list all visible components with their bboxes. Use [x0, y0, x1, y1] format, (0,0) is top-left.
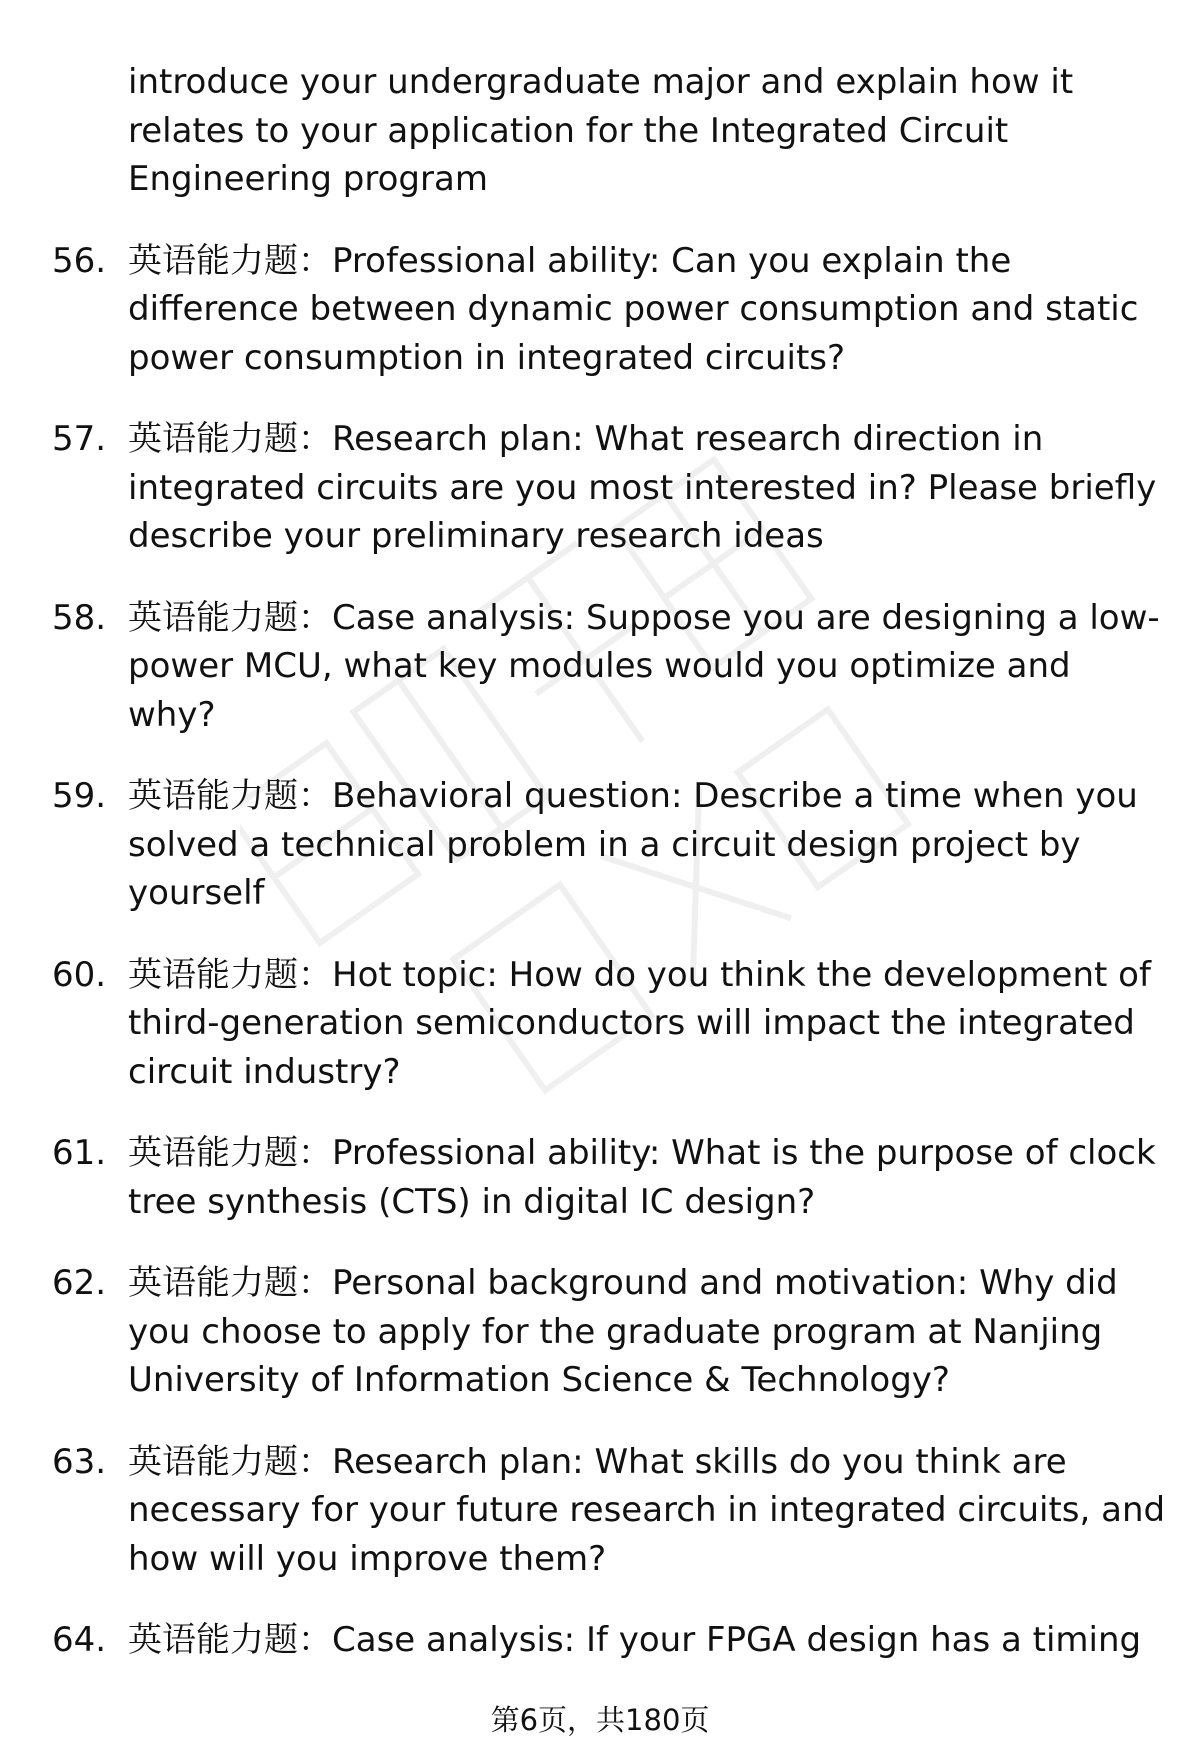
- question-text: Personal background and motivation: Why did you choose to apply for the graduate program at Nanjing University of Information Science & Technology?: [128, 1263, 1118, 1400]
- question-text: Professional ability: What is the purpose of clock tree synthesis (CTS) in digital IC design?: [128, 1133, 1156, 1222]
- question-category-tag: 英语能力题：: [128, 1133, 332, 1173]
- question-list: [0, 237, 1200, 1665]
- question-body: [128, 1129, 1168, 1226]
- page-footer: [0, 1700, 1200, 1740]
- question-body: [128, 1616, 1168, 1665]
- question-category-tag: 英语能力题：: [128, 597, 332, 638]
- question-category-tag: 英语能力题：: [128, 1263, 332, 1303]
- question-number: 61.: [52, 1133, 107, 1173]
- question-item: [0, 951, 1200, 1097]
- question-item: [0, 594, 1200, 740]
- question-number: 59.: [52, 776, 107, 816]
- question-text: Case analysis: Suppose you are designing a low-power MCU, what key modules would you optimize and why?: [128, 597, 1160, 735]
- question-text: Behavioral question: Describe a time when you solved a technical problem in a circuit design project by yourself: [128, 776, 1138, 913]
- question-number: 58.: [52, 597, 107, 638]
- question-number: 63.: [52, 1441, 107, 1482]
- question-body: [128, 772, 1168, 918]
- question-item: [0, 1616, 1200, 1665]
- question-number: 62.: [52, 1263, 107, 1303]
- question-category-tag: 英语能力题：: [128, 1441, 332, 1482]
- question-text: Hot topic: How do you think the development of third-generation semiconductors will impact the integrated circuit industry?: [128, 954, 1151, 1092]
- question-text: Case analysis: If your FPGA design has a timing: [332, 1620, 1142, 1660]
- question-body: [128, 415, 1168, 561]
- question-number: 60.: [52, 954, 107, 995]
- question-body: [128, 1259, 1168, 1405]
- question-category-tag: 英语能力题：: [128, 240, 332, 281]
- question-item: [0, 772, 1200, 918]
- question-text: Research plan: What research direction in integrated circuits are you most interested in? Please briefly describe your preliminary research ideas: [128, 419, 1157, 556]
- question-text: Research plan: What skills do you think are necessary for your future research in integrated circuits, and how will you improve them?: [128, 1441, 1166, 1579]
- question-item: [0, 1129, 1200, 1226]
- question-category-tag: 英语能力题：: [128, 1620, 332, 1660]
- question-body: [128, 951, 1168, 1097]
- question-item: [0, 1438, 1200, 1584]
- continued-question-text: introduce your undergraduate major and explain how it relates to your application for the Integrated Circuit Engineering program: [128, 62, 1074, 199]
- question-item: [0, 415, 1200, 561]
- question-number: 64.: [52, 1620, 107, 1660]
- question-category-tag: 英语能力题：: [128, 419, 332, 459]
- question-category-tag: 英语能力题：: [128, 776, 332, 816]
- question-item: [0, 237, 1200, 383]
- question-body: [128, 1438, 1168, 1584]
- question-number: 56.: [52, 240, 107, 281]
- question-number: 57.: [52, 419, 107, 459]
- question-body: [128, 237, 1168, 383]
- question-item: [0, 1259, 1200, 1405]
- page-number-label: 第6页，共180页: [490, 1703, 710, 1737]
- page-content: [0, 58, 1200, 1665]
- question-category-tag: 英语能力题：: [128, 954, 332, 995]
- question-text: Professional ability: Can you explain the difference between dynamic power consumption and static power consumption in integrated circuits?: [128, 240, 1139, 378]
- question-body: [128, 594, 1168, 740]
